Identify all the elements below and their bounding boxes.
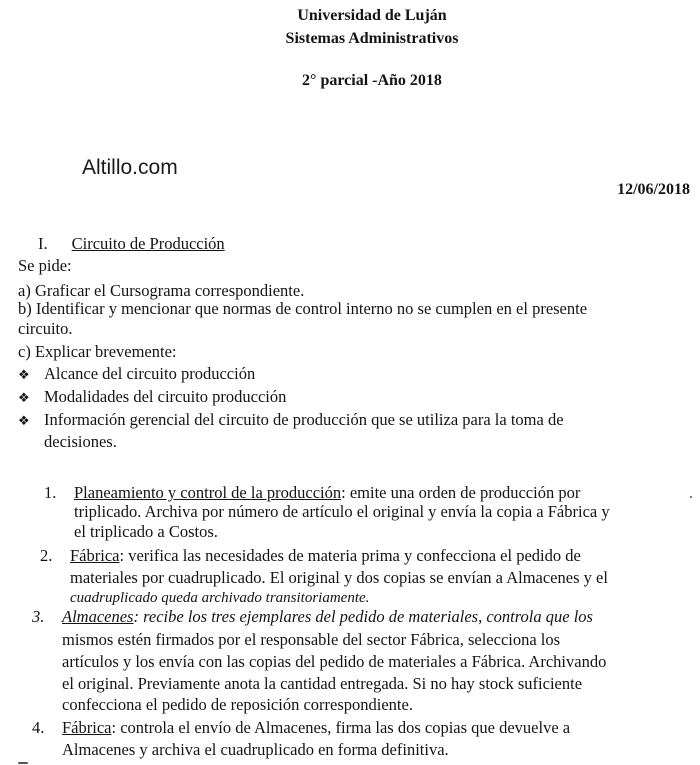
- section-title: Circuito de Producción: [71, 234, 225, 253]
- university-name: Universidad de Luján: [297, 7, 447, 24]
- step-number: 3.: [32, 607, 45, 626]
- scan-speck: [690, 496, 692, 498]
- step-text: : controla el envío de Almacenes, firma las dos copias que devuelve a: [111, 718, 571, 737]
- course-name: Sistemas Administrativos: [285, 30, 459, 47]
- item-b-line2: circuito.: [18, 319, 73, 338]
- step-text: : emite una orden de producción por: [341, 483, 581, 502]
- step-4-line1: [32, 718, 570, 738]
- section-roman: I.: [38, 234, 48, 253]
- step-area: Fábrica: [70, 546, 120, 565]
- step-area: Planeamiento y control de la producción: [74, 483, 342, 502]
- step-text: : recibe los tres ejemplares del pedido de materiales, controla que los: [133, 607, 593, 626]
- step-3-line5: confecciona el pedido de reposición correspondiente.: [62, 695, 413, 714]
- step-number: 2.: [40, 546, 53, 565]
- scan-speck: [18, 762, 28, 764]
- step-3-line1: [32, 607, 593, 627]
- step-1-line3: el triplicado a Costos.: [74, 522, 218, 541]
- step-2-line3: cuadruplicado queda archivado transitoriamente.: [70, 590, 370, 606]
- section-heading: [38, 234, 225, 254]
- step-3-line2: mismos estén firmados por el responsable del sector Fábrica, selecciona los: [62, 630, 561, 649]
- step-number: 1.: [44, 483, 57, 502]
- exam-title: 2° parcial -Año 2018: [302, 72, 442, 89]
- se-pide-label: Se pide:: [18, 256, 72, 275]
- watermark-text: Altillo.com: [82, 156, 178, 179]
- bullet-item: [18, 387, 286, 407]
- step-area: Almacenes: [62, 607, 134, 626]
- item-c: c) Explicar brevemente:: [18, 342, 177, 361]
- step-text: : verifica las necesidades de materia prima y confecciona el pedido de: [119, 546, 581, 565]
- bullet-item: [18, 410, 564, 430]
- item-b-line1: b) Identificar y mencionar que normas de control interno no se cumplen en el presente: [18, 299, 588, 318]
- step-2-line2: materiales por cuadruplicado. El original y dos copias se envían a Almacenes y el: [70, 568, 608, 587]
- step-2-line1: [40, 546, 581, 566]
- bullet-text: Modalidades del circuito producción: [44, 387, 287, 406]
- item-a: a) Graficar el Cursograma correspondiente.: [18, 281, 305, 300]
- diamond-bullet-icon: ❖: [18, 368, 30, 383]
- bullet-text-continued: decisiones.: [44, 432, 117, 451]
- step-number: 4.: [32, 718, 45, 737]
- bullet-text: Alcance del circuito producción: [44, 364, 256, 383]
- bullet-item: [18, 364, 255, 384]
- diamond-bullet-icon: ❖: [18, 391, 30, 406]
- step-area: Fábrica: [62, 718, 112, 737]
- exam-date: 12/06/2018: [617, 181, 690, 198]
- step-1-line1: [44, 483, 580, 503]
- diamond-bullet-icon: ❖: [18, 414, 30, 429]
- step-4-line2: Almacenes y archiva el cuadruplicado en forma definitiva.: [62, 740, 449, 759]
- step-1-line2: triplicado. Archiva por número de artículo el original y envía la copia a Fábrica y: [74, 502, 610, 521]
- step-3-line3: artículos y los envía con las copias del pedido de materiales a Fábrica. Archivando: [62, 652, 607, 671]
- step-3-line4: el original. Previamente anota la cantidad entregada. Si no hay stock suficiente: [62, 674, 583, 693]
- bullet-text: Información gerencial del circuito de producción que se utiliza para la toma de: [44, 410, 564, 429]
